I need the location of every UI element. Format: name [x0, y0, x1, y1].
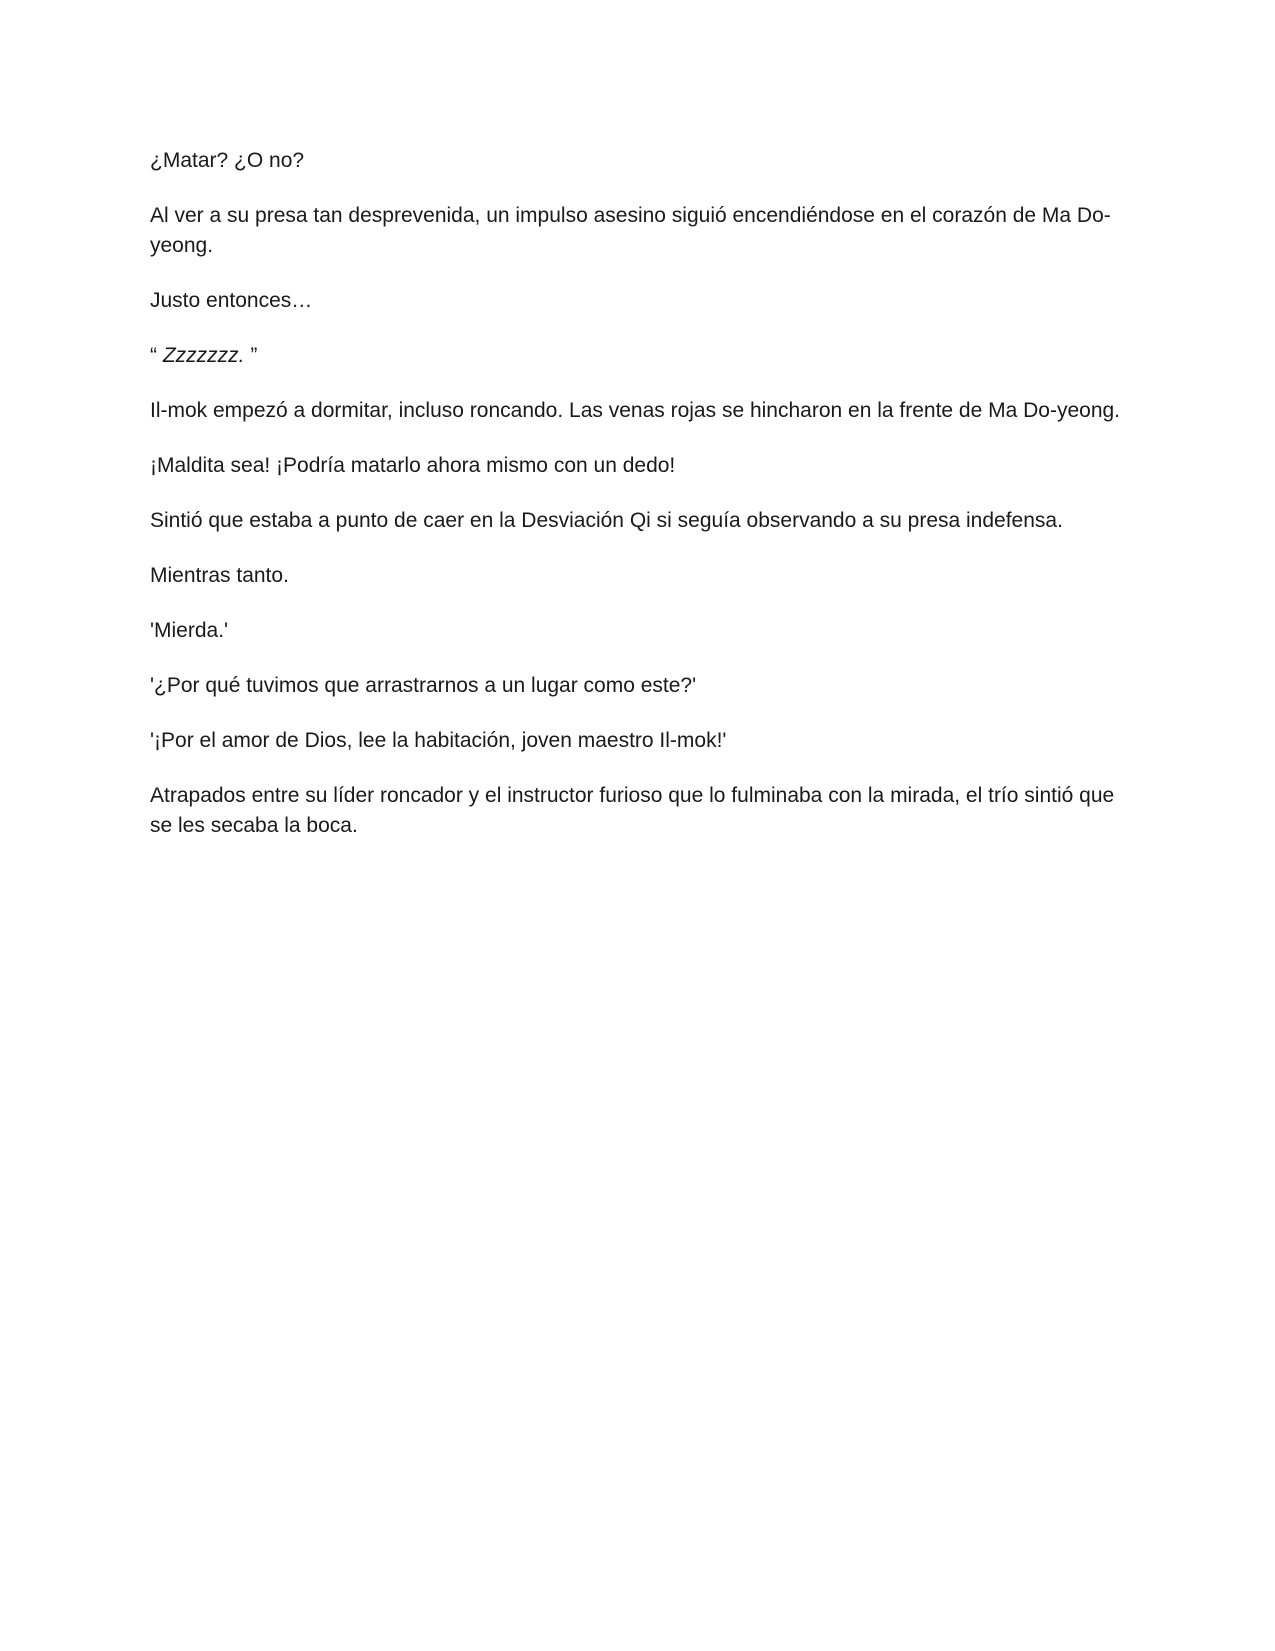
paragraph: Al ver a su presa tan desprevenida, un impulso asesino siguió encendiéndose en el corazón de Ma Do-yeong.	[150, 204, 1111, 257]
paragraph: 'Mierda.'	[150, 619, 229, 642]
paragraph: '¡Por el amor de Dios, lee la habitación, joven maestro Il-mok!'	[150, 729, 727, 752]
paragraph: Mientras tanto.	[150, 564, 289, 587]
snore-open-quote: “	[150, 344, 163, 367]
paragraph: Atrapados entre su líder roncador y el instructor furioso que lo fulminaba con la mirada, el trío sintió que se les secaba la boca.	[150, 784, 1115, 837]
snore-line	[150, 341, 1140, 371]
paragraph: ¿Matar? ¿O no?	[150, 149, 305, 172]
snore-text: Zzzzzzz.	[162, 344, 245, 367]
paragraph: ¡Maldita sea! ¡Podría matarlo ahora mismo con un dedo!	[150, 454, 676, 477]
paragraph: Sintió que estaba a punto de caer en la Desviación Qi si seguía observando a su presa indefensa.	[150, 509, 1063, 532]
paragraph: '¿Por qué tuvimos que arrastrarnos a un lugar como este?'	[150, 674, 697, 697]
snore-close-quote: ”	[244, 344, 258, 367]
paragraph: Justo entonces…	[150, 289, 313, 312]
paragraph: Il-mok empezó a dormitar, incluso roncando. Las venas rojas se hincharon en la frente de Ma Do-yeong.	[150, 399, 1121, 422]
document-body	[150, 146, 1140, 866]
